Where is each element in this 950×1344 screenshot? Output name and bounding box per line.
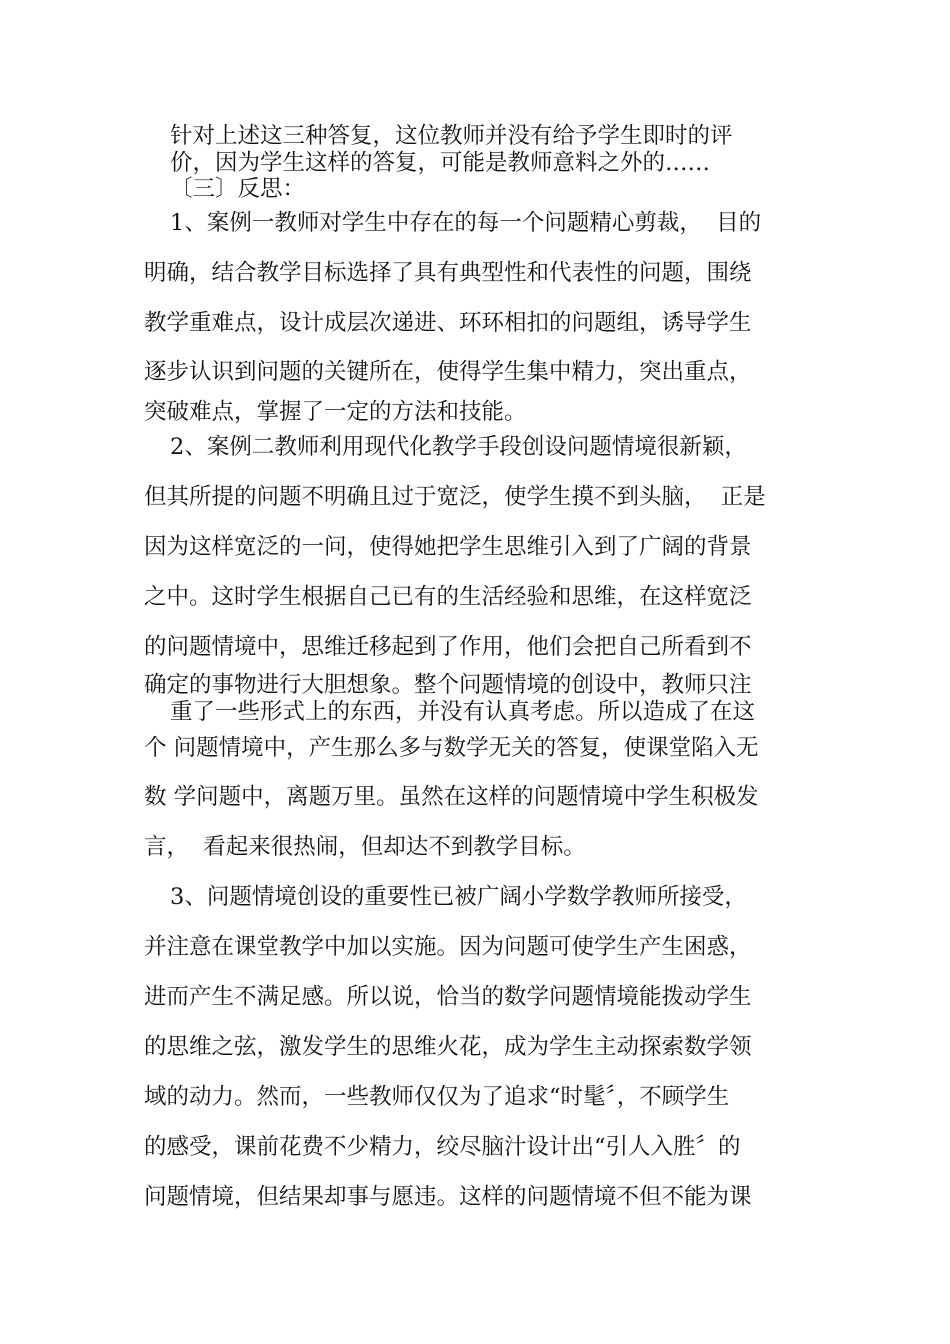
text-line: 价，因为学生这样的答复，可能是教师意料之外的…… [170,150,711,176]
text-line: 3、问题情境创设的重要性已被广阔小学数学教师所接受， [170,884,747,910]
text-line: 逐步认识到问题的关键所在，使得学生集中精力，突出重点， [144,359,752,385]
text-line: 域的动力。然而，一些教师仅仅为了追求“时髦〞，不顾学生 [144,1084,730,1110]
text-line: 突破难点，掌握了一定的方法和技能。 [144,399,527,425]
text-line: 教学重难点，设计成层次递进、环环相扣的问题组，诱导学生 [144,310,752,336]
text-line: 但其所提的问题不明确且过于宽泛，使学生摸不到头脑， 正是 [144,484,766,510]
text-line: 言， 看起来很热闹，但却达不到教学目标。 [144,834,586,860]
text-line: 确定的事物进行大胆想象。整个问题情境的创设中，教师只注 [144,672,752,698]
text-line: 之中。这时学生根据自己已有的生活经验和思维，在这样宽泛 [144,584,752,610]
text-line: 针对上述这三种答复，这位教师并没有给予学生即时的评 [170,123,733,149]
text-line: 明确，结合教学目标选择了具有典型性和代表性的问题，围绕 [144,260,752,286]
text-line: 的问题情境中，思维迁移起到了作用，他们会把自己所看到不 [144,634,752,660]
text-line: 的思维之弦，激发学生的思维火花，成为学生主动探索数学领 [144,1034,752,1060]
text-line: 的感受，课前花费不少精力，绞尽脑汁设计出“引人入胜〞的 [144,1134,741,1160]
text-line: 1、案例一教师对学生中存在的每一个问题精心剪裁， 目的 [170,210,762,236]
section-heading: 〔三〕反思： [170,176,306,202]
text-line: 进而产生不满足感。所以说，恰当的数学问题情境能拨动学生 [144,984,752,1010]
text-line: 数 学问题中，离题万里。虽然在这样的问题情境中学生积极发 [144,784,759,810]
text-line: 问题情境，但结果却事与愿违。这样的问题情境不但不能为课 [144,1184,752,1210]
text-line: 2、案例二教师利用现代化教学手段创设问题情境很新颖， [170,434,747,460]
text-line: 重了一些形式上的东西，并没有认真考虑。所以造成了在这 [170,699,756,725]
text-line: 因为这样宽泛的一问，使得她把学生思维引入到了广阔的背景 [144,534,752,560]
text-line: 并注意在课堂教学中加以实施。因为问题可使学生产生困惑， [144,934,752,960]
text-line: 个 问题情境中，产生那么多与数学无关的答复，使课堂陷入无 [144,735,759,761]
